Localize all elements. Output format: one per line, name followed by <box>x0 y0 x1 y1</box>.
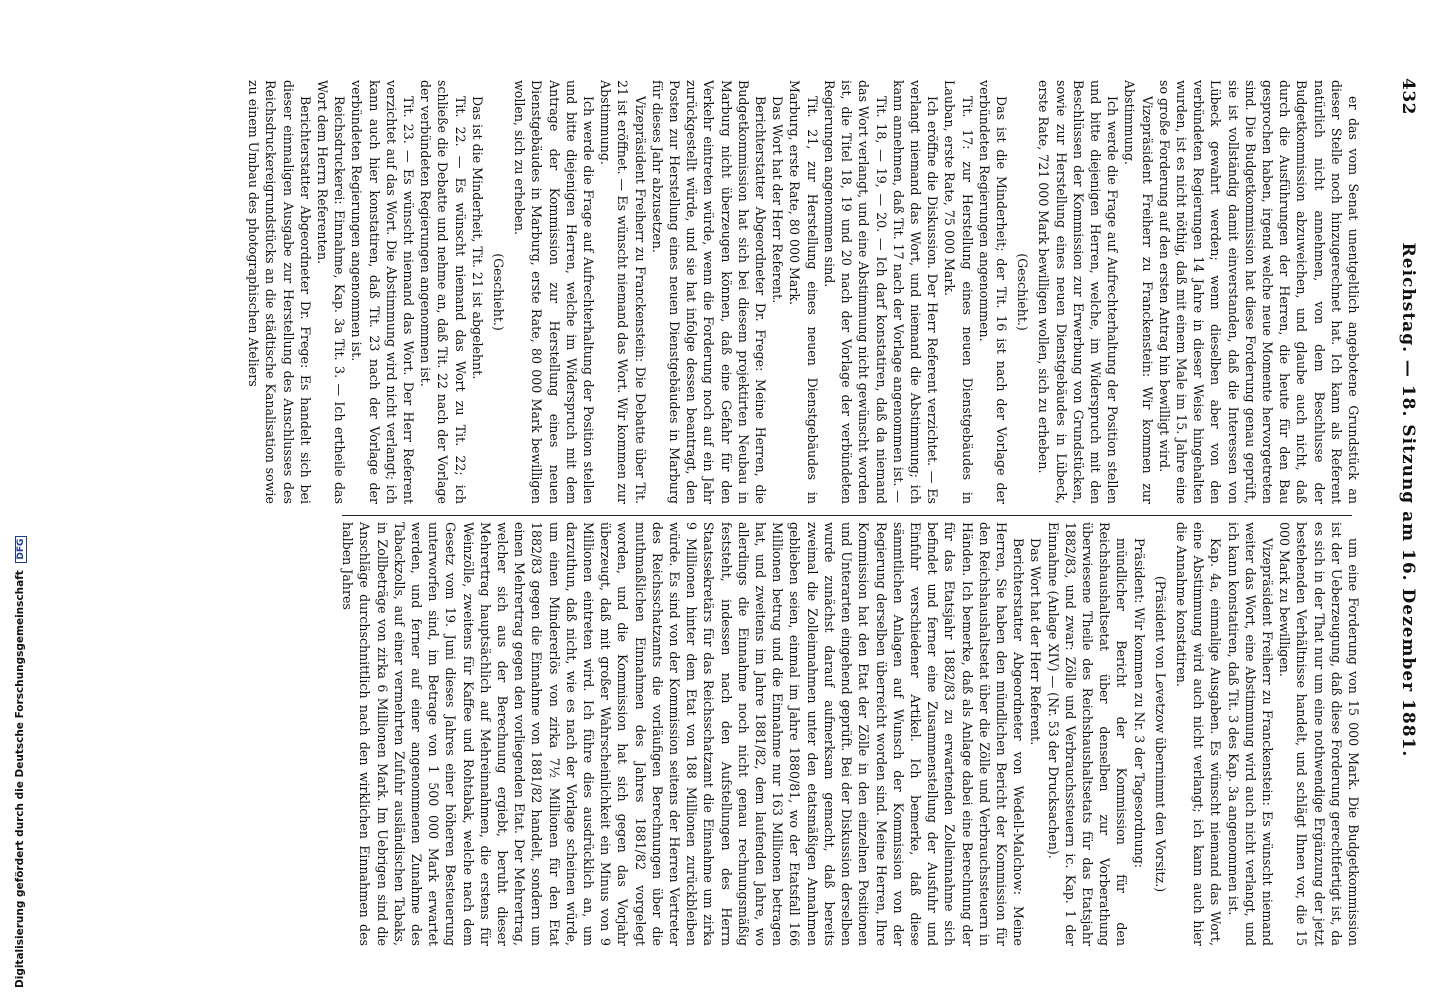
paragraph: Ich eröffne die Diskussion. Der Herr Referent verzichtet. — Es verlangt niemand das Wort, und niemand die Abstimmung; ich kann annehmen, daß Tit. 17 nach der Vorlage angenommen ist. — <box>890 80 941 504</box>
paragraph: Vizepräsident Freiherr zu Franckenstein: Die Debatte über Tit. 21 ist eröffnet. — Es wünscht niemand das Wort. Wir kommen zur Abstimmung. <box>598 80 648 504</box>
paragraph: Das Wort hat der Herr Referent. <box>1028 538 1044 746</box>
paragraph: Kap. 4a, einmalige Ausgaben. Es wünscht niemand das Wort, eine Abstimmung wird auch nicht verlangt; ich kann auch hier die Annahme konstatiren. <box>1173 522 1224 946</box>
paragraph: Ich werde die Frage auf Aufrechterhaltung der Position stellen und bitte diejenigen Herren, welche, im Widerspruch mit den Beschlüssen der Kommission zur Erwerbung von Grundstücken, sowie zur Herstellung eines neuen Dienstgebäudes in Lübeck, erste Rate, 721 000 Mark bewilligen wollen, sich zu erheben. <box>1036 80 1121 504</box>
paragraph: Berichterstatter Abgeordneter Dr. Frege: Meine Herren, die Budgetkommission hat sich bei diesem projektirten Neubau in Marburg nicht überzeugen können, daß eine Gefahr für den Verkehr eintreten würde, wenn die Forderung noch auf ein Jahr zurückgestellt würde, und sie hat infolge dessen beantragt, den Posten zur Herstellung eines neuen Dienstgebäudes in Marburg für dieses Jahr abzusetzen. <box>649 80 769 504</box>
digitization-credit <box>0 0 26 1000</box>
paragraph: Das ist die Minderheit; der Tit. 16 ist nach der Vorlage der verbündeten Regierungen angenommen. <box>976 80 1009 504</box>
paragraph: Tit. 18, — 19, — 20. — Ich darf konstatiren, daß da niemand das Wort verlangt, und eine Abstimmung nicht gewünscht worden ist, die Titel 18, 19 und 20 nach der Vorlage der verbündeten Regierungen angenommen sind. <box>821 80 889 504</box>
paragraph: Ich werde die Frage auf Aufrechterhaltung der Position stellen und bitte diejenigen Herren, welche im Widerspruch mit dem Antrage der Kommission zur Herstellung eines neuen Dienstgebäudes in Marburg, erste Rate, 80 000 Mark bewilligen wollen, sich zu erheben. <box>512 80 597 504</box>
paragraph: Berichterstatter Abgeordneter Dr. Frege: Es handelt sich bei dieser einmaligen Ausgabe zur Herstellung des Anschlusses des Reichsdruckereigrundstücks an die städtische Kanalisation sowie zu einem Umbau des photographischen Ateliers <box>246 80 313 504</box>
left-text-column <box>246 80 1362 504</box>
paragraph: (Geschieht.) <box>491 253 507 331</box>
paragraph: (Präsident von Levetzow übernimmt den Vorsitz.) <box>1152 575 1168 893</box>
paragraph: Vizepräsident Freiherr zu Franckenstein: Wir kommen zur Abstimmung. <box>1122 80 1155 504</box>
paragraph: Das ist die Minderheit, Tit. 21 ist abgelehnt. <box>469 96 485 380</box>
paragraph: mündlicher Bericht der Kommission für den Reichshaushaltsetat über denselben zur Vorberathung überwiesene Theile des Reichshaushaltsetats für das Etatsjahr 1882/83, und zwar: Zölle und Verbrauchssteuern ic. Kap. 1 der Einnahme (Anlage XIV) — (Nr. 53 der Drucksachen). <box>1045 522 1130 946</box>
column-divider <box>342 515 1352 516</box>
paragraph: Das Wort hat der Herr Referent. <box>770 96 786 304</box>
right-text-column <box>340 522 1362 946</box>
page-header <box>1386 0 1432 1000</box>
paragraph: er das vom Senat unentgeltlich angebotene Grundstück an dieser Stelle noch hinzugerechnet hat. Ich kann als Referent natürlich nicht annehmen, von dem Beschlusse der Budgetkommission abzuweichen, und glaube auch nicht, daß durch die Ausführungen der Herren, die heute für den Bau gesprochen haben, irgend welche neue Momente hervorgetreten sind. Die Budgetkommission hat diese Forderung genau geprüft, sie ist vollständig damit einverstanden, daß die Interessen von Lübeck gewahrt werden; wenn dieselben aber von den verbündeten Regierungen 14 Jahre in dieser Weise hingehalten wurden, ist es nicht nöthig, daß mit einem Male im 15. Jahre eine so große Forderung auf den ersten Antrag hin bewilligt wird. <box>1156 80 1361 504</box>
paragraph: Tit. 22. — Es wünscht niemand das Wort zu Tit. 22; ich schließe die Debatte und nehme an, daß Tit. 22 nach der Vorlage der verbündeten Regierungen angenommen ist. <box>418 80 468 504</box>
paragraph: Tit. 23. — Es wünscht niemand das Wort. Der Herr Referent verzichtet auf das Wort. Die Abstimmung wird nicht verlangt; ich kann auch hier konstatiren, daß Tit. 23 nach der Vorlage der verbündeten Regierungen angenommen ist. <box>349 80 417 504</box>
paragraph: (Geschieht.) <box>1015 253 1031 331</box>
page-title: Reichstag. — 18. Sitzung am 16. Dezember 1881. <box>1398 242 1418 758</box>
page-number: 432 <box>1398 78 1418 115</box>
paragraph: Reichsdruckerei: Einnahme, Kap. 3a Tit. 3. — Ich ertheile das Wort dem Herrn Referenten. <box>315 80 348 504</box>
paragraph: Berichterstatter Abgeordneter von Wedell-Malchow: Meine Herren, Sie haben den mündlichen Bericht der Kommission für den Reichshaushaltsetat über die Zölle und Verbrauchssteuern in Händen. Ich bemerke, daß als Anlage dabei eine Berechnung der für das Etatsjahr 1882/83 zu erwartenden Zolleinnahme sich befindet und ferner eine Zusammenstellung der Ausfuhr und Einfuhr verschiedener Artikel. Ich bemerke, daß diese sämmtlichen Anlagen auf Wunsch der Kommission von der Regierung derselben überreicht worden sind. Meine Herren, Ihre Kommission hat den Etat der Zölle in den einzelnen Positionen und Unterarten eingehend geprüft. Bei der Diskussion derselben wurde zunächst darauf aufmerksam gemacht, daß bereits zweimal die Zolleinnahmen unter den etatsmäßigen Annahmen geblieben seien, einmal im Jahre 1880/81, wo der Etatsfall 166 Millionen betrug und die Einnahme nur 163 Millionen betragen hat, und zweitens im Jahre 1881/82, dem laufenden Jahre, wo allerdings die Einnahme noch nicht genau rechnungsmäßig feststeht, indessen nach den Aufstellungen des Herrn Staatssekretärs für das Reichsschatzamt die Einnahme um zirka 9 Millionen hinter dem Etat von 188 Millionen zurückbleiben würde. Es sind von der Kommission seitens der Herren Vertreter des Reichsschatzamts die vorläufigen Berechnungen über die muthmaßlichen Einnahmen des Jahres 1881/82 vorgelegt worden, und die Kommission hat sich gegen das Vorjahr überzeugt, daß mit großer Wahrscheinlichkeit ein Minus von 9 Millionen eintreten wird. Ich führe dies ausdrücklich an, um darzuthun, daß nicht, wie es nach der Vorlage scheinen würde, um einen Mindererlös von zirka 7½ Millionen für den Etat 1882/83 gegen die Einnahme von 1881/82 handelt, sondern um einen Mehrertrag gegen den vorliegenden Etat. Der Mehrertrag, welcher sich aus der Berechnung ergiebt, beruht dieser Mehrertrag hauptsächlich auf Mehreinnahmen, die erstens für Weinzölle, zweitens für Kaffee und Rohtabak, welche nach dem Gesetz vom 19. Juni dieses Jahres einer höheren Besteuerung unterworfen sind, im Betrage von 1 500 000 Mark erwartet werden, und ferner auf einer angenommenen Zunahme des Tabackzolls, auf einer vermehrten Zufuhr ausländischen Tabaks, in Zollbeträge von zirka 6 Millionen Mark. Im Uebrigen sind die Anschläge durchschnittlich nach den wirklichen Einnahmen des halben Jahres <box>340 522 1027 946</box>
paragraph: Präsident: Wir kommen zu Nr. 3 der Tagesordnung: <box>1131 538 1147 869</box>
paragraph: um eine Forderung von 15 000 Mark. Die Budgetkommission ist der Ueberzeugung, daß diese Forderung gerechtfertigt ist, da es sich in der That nur um eine nothwendige Ergänzung der jetzt bestehenden Verhältnisse handelt, und schlägt Ihnen vor, die 15 000 Mark zu bewilligen. <box>1277 522 1361 946</box>
dfg-logo: DFG <box>15 536 27 563</box>
paragraph: Tit. 21, zur Herstellung eines neuen Dienstgebäudes in Marburg, erste Rate, 80 000 Mark. <box>787 80 820 504</box>
credit-text: Digitalisierung gefördert durch die Deutsche Forschungsgemeinschaft <box>14 570 26 988</box>
paragraph: Vizepräsident Freiherr zu Franckenstein: Es wünscht niemand weiter das Wort, eine Abstimmung wird auch nicht verlangt, und ich kann konstatiren, daß Tit. 3 des Kap. 3a angenommen ist. <box>1225 522 1275 946</box>
paragraph: Tit. 17: zur Herstellung eines neuen Dienstgebäudes in Lauban, erste Rate, 75 000 Mark. <box>942 80 975 504</box>
